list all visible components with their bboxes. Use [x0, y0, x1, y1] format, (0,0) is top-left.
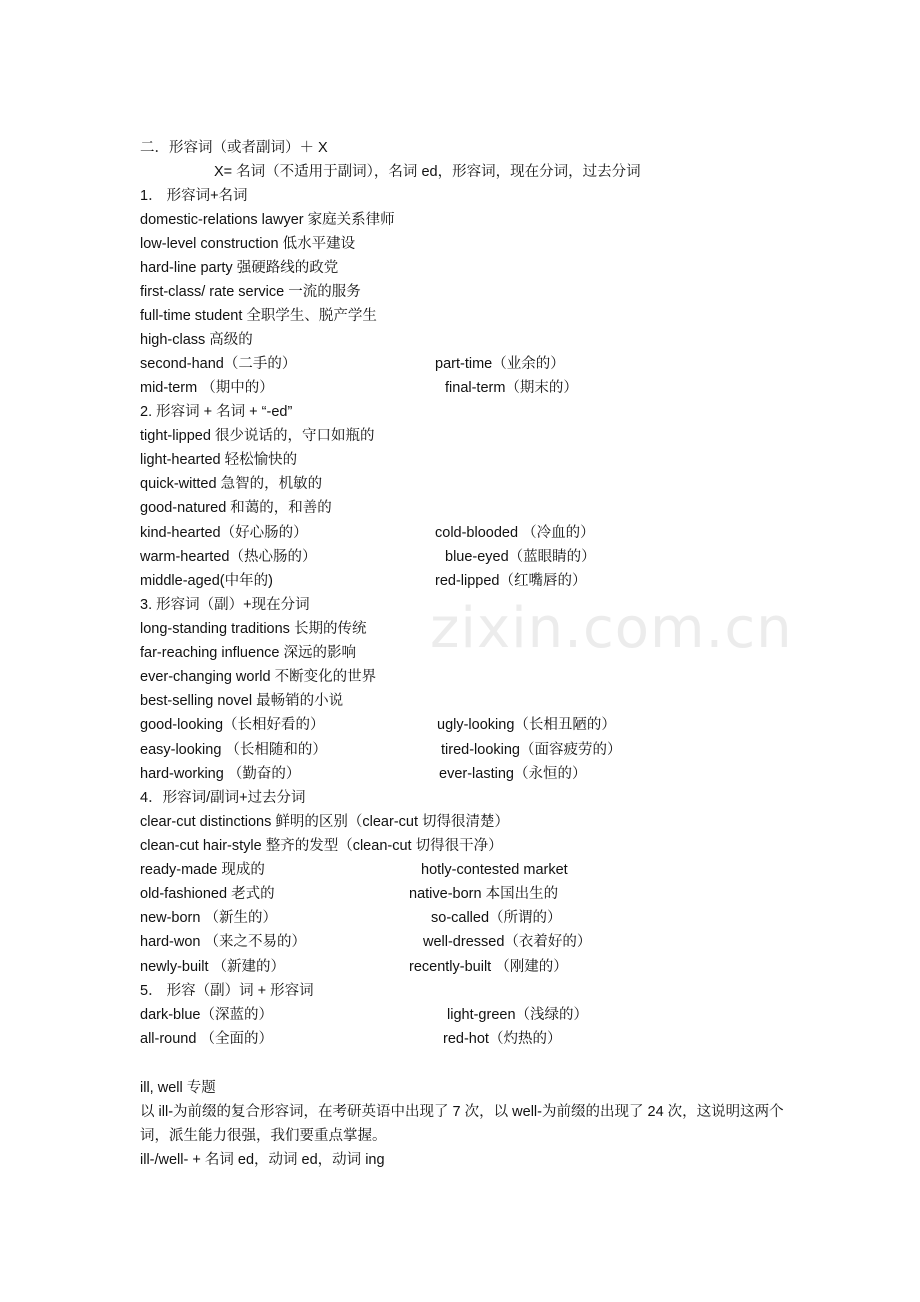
subsection-title-4: 4．形容词/副词+过去分词 — [140, 790, 306, 806]
list-item-right: light-green（浅绿的） — [447, 1007, 589, 1023]
list-item-right: recently-built （刚建的） — [409, 959, 568, 975]
list-item-right: cold-blooded （冷血的） — [435, 525, 595, 541]
list-item-right: well-dressed（衣着好的） — [423, 934, 592, 950]
list-item-left: dark-blue（深蓝的） — [140, 1007, 273, 1023]
list-item: full-time student 全职学生、脱产学生 — [140, 308, 377, 324]
subsection-title-1: 1． 形容词+名词 — [140, 188, 248, 204]
topic-paragraph: 以 ill-为前缀的复合形容词，在考研英语中出现了 7 次，以 well-为前缀的出现了 24 次，这说明这两个词，派生能力很强，我们要重点掌握。 — [140, 1104, 784, 1144]
list-item: tight-lipped 很少说话的，守口如瓶的 — [140, 428, 375, 444]
list-item: long-standing traditions 长期的传统 — [140, 621, 367, 637]
list-item-left: all-round （全面的） — [140, 1031, 273, 1047]
topic-formula: ill-/well- + 名词 ed，动词 ed，动词 ing — [140, 1152, 385, 1168]
list-item-right: red-lipped（红嘴唇的） — [435, 573, 587, 589]
list-item: clear-cut distinctions 鲜明的区别（clear-cut 切得很清楚） — [140, 814, 510, 830]
subsection-title-3: 3. 形容词（副）+现在分词 — [140, 597, 310, 613]
list-item: quick-witted 急智的，机敏的 — [140, 476, 323, 492]
list-item-right: part-time（业余的） — [435, 356, 565, 372]
list-item-right: hotly-contested market — [421, 862, 568, 878]
list-item-right: so-called（所谓的） — [431, 910, 562, 926]
list-item-left: new-born （新生的） — [140, 910, 277, 926]
topic-title: ill, well 专题 — [140, 1080, 216, 1096]
list-item-left: mid-term （期中的） — [140, 380, 274, 396]
list-item: far-reaching influence 深远的影响 — [140, 645, 356, 661]
list-item: ever-changing world 不断变化的世界 — [140, 669, 377, 685]
list-item: low-level construction 低水平建设 — [140, 236, 356, 252]
list-item: clean-cut hair-style 整齐的发型（clean-cut 切得很干净） — [140, 838, 503, 854]
list-item-left: middle-aged(中年的) — [140, 573, 273, 589]
list-item: high-class 高级的 — [140, 332, 253, 348]
list-item: light-hearted 轻松愉快的 — [140, 452, 298, 468]
list-item-right: ugly-looking（长相丑陋的） — [437, 717, 616, 733]
list-item-right: tired-looking（面容疲劳的） — [441, 742, 622, 758]
list-item-right: final-term（期末的） — [445, 380, 578, 396]
list-item-right: red-hot（灼热的） — [443, 1031, 562, 1047]
section-heading: 二．形容词（或者副词）＋ X — [140, 140, 328, 156]
subsection-title-5: 5． 形容（副）词 + 形容词 — [140, 983, 314, 999]
list-item-left: second-hand（二手的） — [140, 356, 297, 372]
list-item-left: warm-hearted（热心肠的） — [140, 549, 317, 565]
list-item-left: good-looking（长相好看的） — [140, 717, 325, 733]
list-item-left: old-fashioned 老式的 — [140, 886, 275, 902]
list-item-left: easy-looking （长相随和的） — [140, 742, 327, 758]
list-item: best-selling novel 最畅销的小说 — [140, 693, 344, 709]
list-item-right: ever-lasting（永恒的） — [439, 766, 587, 782]
list-item-left: newly-built （新建的） — [140, 959, 286, 975]
list-item: domestic-relations lawyer 家庭关系律师 — [140, 212, 395, 228]
list-item: first-class/ rate service 一流的服务 — [140, 284, 361, 300]
list-item-right: native-born 本国出生的 — [409, 886, 559, 902]
list-item-left: hard-won （来之不易的） — [140, 934, 306, 950]
watermark-text: zixin.com.cn — [430, 596, 793, 661]
list-item: hard-line party 强硬路线的政党 — [140, 260, 339, 276]
list-item-left: ready-made 现成的 — [140, 862, 265, 878]
list-item-left: hard-working （勤奋的） — [140, 766, 301, 782]
subsection-title-2: 2. 形容词 + 名词 + “-ed” — [140, 404, 293, 420]
list-item-left: kind-hearted（好心肠的） — [140, 525, 308, 541]
list-item: good-natured 和蔼的，和善的 — [140, 500, 332, 516]
list-item-right: blue-eyed（蓝眼睛的） — [445, 549, 596, 565]
section-subheading: X= 名词（不适用于副词），名词 ed，形容词，现在分词，过去分词 — [214, 164, 641, 180]
